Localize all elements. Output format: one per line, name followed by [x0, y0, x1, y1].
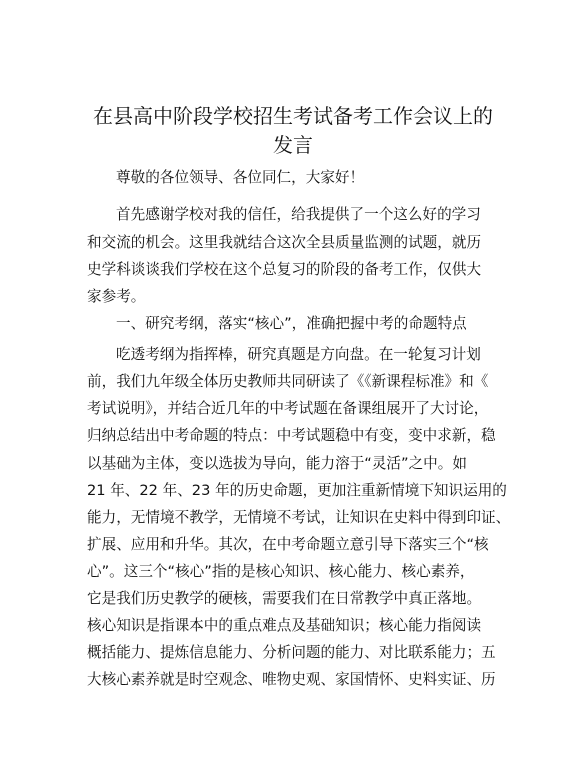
body-line: 考试说明》，并结合近几年的中考试题在备课组展开了大讨论， [87, 400, 489, 417]
body-line: 归纳总结出中考命题的特点：中考试题稳中有变，变中求新，稳 [87, 427, 496, 444]
body-line: 它是我们历史教学的硬核，需要我们在日常教学中真正落地。 [87, 590, 482, 607]
body-line: 能力，无情境不教学，无情境不考试，让知识在史料中得到印证、 [87, 509, 511, 526]
document-title-line-2: 发言 [273, 133, 313, 157]
body-line: 21 年、22 年、23 年的历史命题，更加注重新情境下知识运用的 [87, 482, 507, 499]
body-line: 首先感谢学校对我的信任，给我提供了一个这么好的学习 [116, 206, 481, 223]
body-line: 家参考。 [87, 288, 146, 305]
body-line: 吃透考纲为指挥棒，研究真题是方向盘。在一轮复习计划 [116, 346, 481, 363]
body-line: 心”。这三个“核心”指的是核心知识、核心能力、核心素养， [87, 563, 475, 580]
body-line: 扩展、应用和升华。其次，在中考命题立意引导下落实三个“核 [87, 536, 489, 553]
body-line: 大核心素养就是时空观念、唯物史观、家国情怀、史料实证、历 [87, 671, 496, 688]
body-line: 前，我们九年级全体历史教师共同研读了《《新课程标准》和《 [87, 373, 489, 390]
section-heading: 一、研究考纲，落实“核心”，准确把握中考的命题特点 [116, 315, 467, 332]
document-title-line-1: 在县高中阶段学校招生考试备考工作会议上的 [93, 104, 493, 128]
body-line: 以基础为主体，变以选拔为导向，能力溶于“灵活”之中。如 [87, 455, 467, 472]
body-line: 和交流的机会。这里我就结合这次全县质量监测的试题，就历 [87, 234, 482, 251]
body-line: 核心知识是指课本中的重点难点及基础知识；核心能力指阅读 [87, 617, 482, 634]
greeting-line: 尊敬的各位领导、各位同仁，大家好！ [116, 169, 365, 186]
body-line: 史学科谈谈我们学校在这个总复习的阶段的备考工作，仅供大 [87, 261, 482, 278]
body-line: 概括能力、提炼信息能力、分析问题的能力、对比联系能力；五 [87, 644, 496, 661]
